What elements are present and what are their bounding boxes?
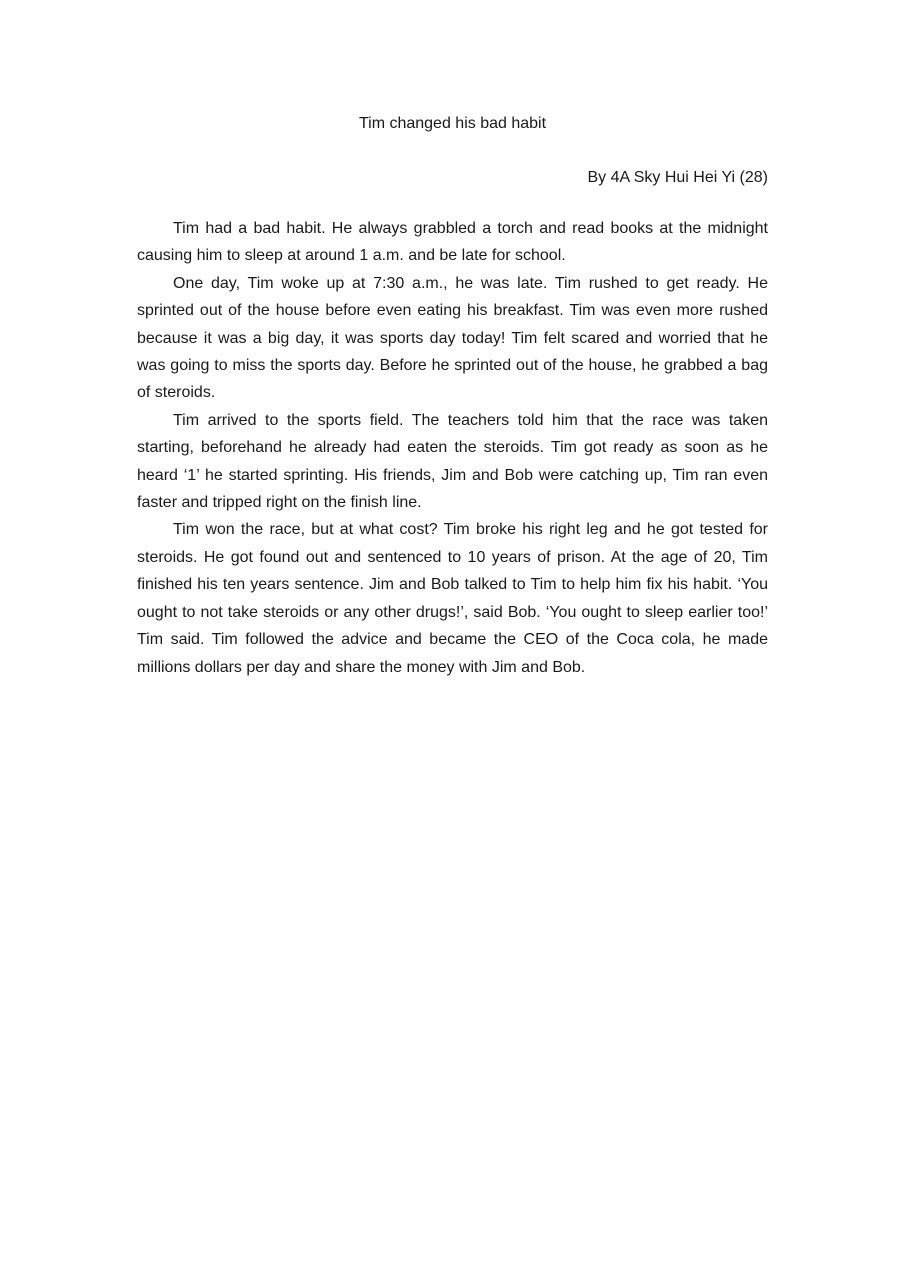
paragraph-3: Tim arrived to the sports field. The teachers told him that the race was taken starting, beforehand he already had eaten the steroids. Tim got ready as soon as he heard ‘1’ he started sprinting. His friends, Jim and Bob were catching up, Tim ran even faster and tripped right on the finish line. [137,411,768,512]
document-page [137,110,768,681]
paragraph-4: Tim won the race, but at what cost? Tim broke his right leg and he got tested for steroids. He got found out and sentenced to 10 years of prison. At the age of 20, Tim finished his ten years sentence. Jim and Bob talked to Tim to help him fix his habit. ‘You ought to not take steroids or any other drugs!’, said Bob. ‘You ought to sleep earlier too!’ Tim said. Tim followed the advice and became the CEO of the Coca cola, he made millions dollars per day and share the money with Jim and Bob. [137,521,768,676]
document-title: Tim changed his bad habit [358,115,547,132]
document-body [137,215,768,681]
paragraph-1: Tim had a bad habit. He always grabbled a torch and read books at the midnight causing him to sleep at around 1 a.m. and be late for school. [137,220,768,265]
paragraph-2: One day, Tim woke up at 7:30 a.m., he was late. Tim rushed to get ready. He sprinted out of the house before even eating his breakfast. Tim was even more rushed because it was a big day, it was sports day today! Tim felt scared and worried that he was going to miss the sports day. Before he sprinted out of the house, he grabbed a bag of steroids. [137,274,768,402]
document-author: By 4A Sky Hui Hei Yi (28) [587,169,768,186]
